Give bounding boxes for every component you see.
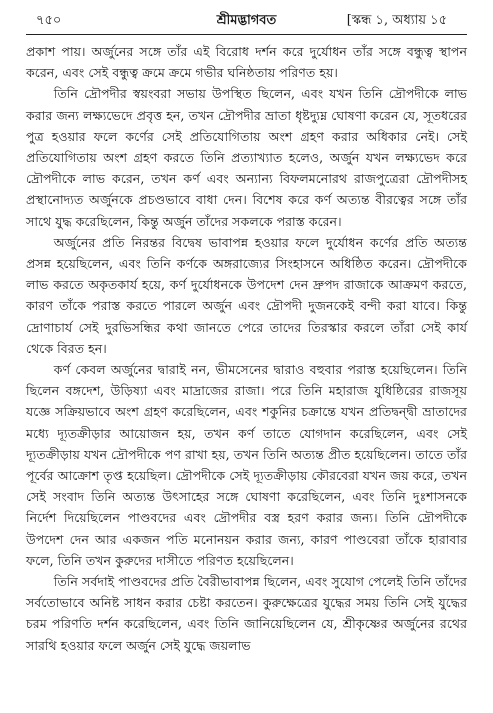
page-body [26,41,467,656]
paragraph: তিনি দ্রৌপদীর স্বয়ংবরা সভায় উপস্থিত ছিলেন, এবং যখন তিনি দ্রৌপদীকে লাভ করার জন্য লক্ষ্যভেদে প্রবৃত্ত হন, তখন দ্রৌপদীর ভ্রাতা ধৃষ্টদ্যুম্ন ঘোষণা করেন যে, সূতধরের পুত্র হওয়ার ফলে কর্ণের সেই প্রতিযোগিতায় অংশ গ্রহণ করার অধিকার নেই। সেই প্রতিযোগিতায় অংশ গ্রহণ করতে তিনি প্রত্যাখ্যাত হলেও, অর্জুন যখন লক্ষ্যভেদ করে দ্রৌপদীকে লাভ করেন, তখন কর্ণ এবং অন্যান্য বিফলমনোরথ রাজপুত্রেরা দ্রৌপদীসহ প্রস্থানোদ্যত অর্জুনকে প্রচণ্ডভাবে বাধা দেন। বিশেষ করে কর্ণ অত্যন্ত বীরত্বের সঙ্গে তাঁর সাথে যুদ্ধ করেছিলেন, কিন্তু অর্জুন তাঁদের সকলকে পরাস্ত করেন। [26,86,467,229]
paragraph: প্রকাশ পায়। অর্জুনের সঙ্গে তাঁর এই বিরোধ দর্শন করে দুর্যোধন তাঁর সঙ্গে বন্ধুত্ব স্থাপন করেন, এবং সেই বন্ধুত্ব ক্রমে ক্রমে গভীর ঘনিষ্ঠতায় পরিণত হয়। [26,44,467,81]
book-title: শ্রীমদ্ভাগবত [216,13,277,28]
section-label: [স্কন্ধ ১, অধ্যায় ১৫ [346,13,447,28]
paragraph: তিনি সর্বদাই পাণ্ডবদের প্রতি বৈরীভাবাপন্ন ছিলেন, এবং সুযোগ পেলেই তিনি তাঁদের সর্বতোভাবে অনিষ্ট সাধন করার চেষ্টা করতেন। কুরুক্ষেত্রের যুদ্ধের সময় তিনি সেই যুদ্ধের চরম পরিণতি দর্শন করেছিলেন, এবং তিনি জানিয়েছিলেন যে, শ্রীকৃষ্ণের অর্জুনের রথের সারথি হওয়ার ফলে অর্জুন সেই যুদ্ধে জয়লাভ [26,574,467,653]
page-number: ৭৫০ [36,13,62,28]
page-header [26,10,467,32]
header-rule [26,34,467,35]
paragraph: কর্ণ কেবল অর্জুনের দ্বারাই নন, ভীমসেনের দ্বারাও বহুবার পরাস্ত হয়েছিলেন। তিনি ছিলেন বঙ্গদেশ, উড়িষ্যা এবং মাদ্রাজের রাজা। পরে তিনি মহারাজ যুধিষ্ঠিরের রাজসূয় যজ্ঞে সক্রিয়ভাবে অংশ গ্রহণ করেছিলেন, এবং শকুনির চক্রান্তে যখন প্রতিদ্বন্দ্বী ভ্রাতাদের মধ্যে দ্যূতক্রীড়ার আয়োজন হয়, তখন কর্ণ তাতে যোগদান করেছিলেন, এবং সেই দ্যূতক্রীড়ায় যখন দ্রৌপদীকে পণ রাখা হয়, তখন তিনি অত্যন্ত প্রীত হয়েছিলেন। তাতে তাঁর পূর্বের আক্রোশ তৃপ্ত হয়েছিল। দ্রৌপদীকে সেই দ্যূতক্রীড়ায় কৌরবেরা যখন জয় করে, তখন সেই সংবাদ তিনি অত্যন্ত উৎসাহের সঙ্গে ঘোষণা করেছিলেন, এবং তিনি দুঃশাসনকে নির্দেশ দিয়েছিলেন পাণ্ডবদের এবং দ্রৌপদীর বস্ত্র হরণ করার জন্য। তিনি দ্রৌপদীকে উপদেশ দেন আর একজন পতি মনোনয়ন করার জন্য, কারণ পাণ্ডবেরা তাঁকে হারাবার ফলে, তিনি তখন কুরুদের দাসীতে পরিণত হয়েছিলেন। [26,362,467,568]
paragraph: অর্জুনের প্রতি নিরন্তর বিদ্বেষ ভাবাপন্ন হওয়ার ফলে দুর্যোধন কর্ণের প্রতি অত্যন্ত প্রসন্ন হয়েছিলেন, এবং তিনি কর্ণকে অঙ্গরাজ্যের সিংহাসনে অধিষ্ঠিত করেন। দ্রৌপদীকে লাভ করতে অকৃতকার্য হয়ে, কর্ণ দুর্যোধনকে উপদেশ দেন দ্রুপদ রাজাকে আক্রমণ করতে, কারণ তাঁকে পরাস্ত করতে পারলে অর্জুন এবং দ্রৌপদী দুজনকেই বন্দী করা যাবে। কিন্তু দ্রোণাচার্য সেই দুরভিসন্ধির কথা জানতে পেরে তাদের তিরস্কার করলে তাঁরা সেই কার্য থেকে বিরত হন। [26,234,467,356]
